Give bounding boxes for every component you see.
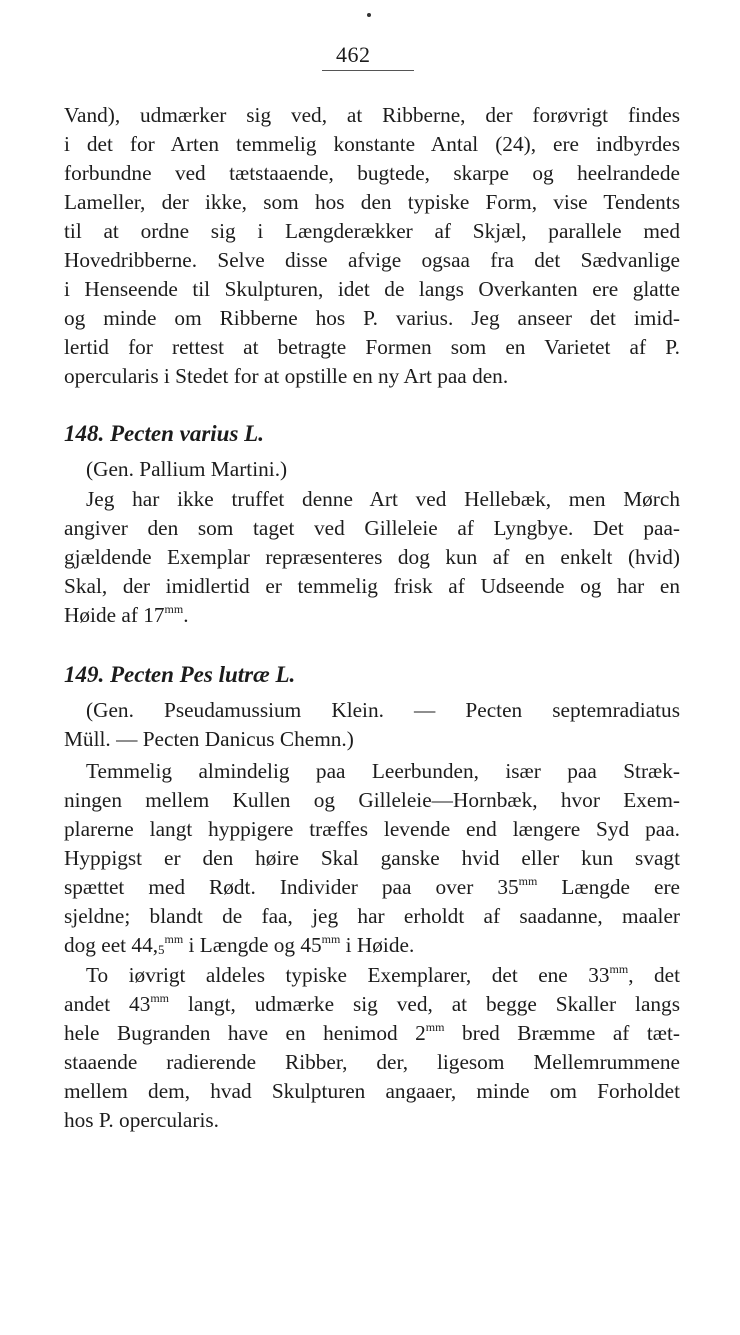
text-line: lertid for rettest at betragte Formen som en Varietet af P. [64, 335, 680, 359]
text-line: Vand), udmærker sig ved, at Ribberne, der forøvrigt findes [64, 103, 680, 127]
decimal-subscript: 5 [158, 942, 165, 957]
text-span: i Længde og 45 [188, 933, 322, 957]
print-speck [367, 13, 371, 17]
text-span: andet 43 [64, 992, 151, 1016]
text-line: gjældende Exemplar repræsenteres dog kun af en enkelt (hvid) [64, 545, 680, 569]
text-line [64, 1019, 680, 1048]
section-subheading: (Gen. Pallium Martini.) [86, 457, 288, 481]
text-line [64, 931, 680, 960]
text-line [64, 873, 680, 902]
unit-superscript: mm [150, 991, 170, 1005]
unit-superscript: mm [164, 602, 184, 616]
text-span: spættet med Rødt. Individer paa over [64, 875, 474, 899]
text-line: Hyppigst er den høire Skal ganske hvid eller kun svagt [64, 846, 680, 870]
text-line: Lameller, der ikke, som hos den typiske Form, vise Tendents [64, 190, 680, 214]
text-line: til at ordne sig i Længderækker af Skjæl, parallele med [64, 219, 680, 243]
text-line: staaende radierende Ribber, der, ligesom Mellemrummene [64, 1050, 680, 1074]
text-line: Temmelig almindelig paa Leerbunden, især paa Stræk- [86, 759, 680, 783]
text-line: sjeldne; blandt de faa, jeg har erholdt af saadanne, maaler [64, 904, 680, 928]
section-heading-149: 149. Pecten Pes lutræ L. [64, 662, 296, 687]
text-span: hele Bugranden have en henimod 2 [64, 1021, 426, 1045]
page-number-rule [322, 70, 414, 71]
text-span: , det [628, 963, 681, 987]
text-line [64, 990, 680, 1019]
text-line: plarerne langt hyppigere træffes levende end længere Syd paa. [64, 817, 680, 841]
text-line: forbundne ved tætstaaende, bugtede, skarpe og heelrandede [64, 161, 680, 185]
unit-superscript: mm [321, 932, 341, 946]
text-line [64, 601, 680, 630]
text-span: i Høide. [345, 933, 415, 957]
text-line: Skal, der imidlertid er temmelig frisk af Udseende og har en [64, 574, 680, 598]
unit-superscript: mm [164, 932, 184, 946]
text-span: To iøvrigt aldeles typiske Exemplarer, det ene 33 [86, 963, 610, 987]
text-span: Høide af 17 [64, 603, 165, 627]
text-span: Længde ere [561, 875, 681, 899]
text-line: i det for Arten temmelig konstante Antal (24), ere indbyrdes [64, 132, 680, 156]
text-span: langt, udmærke sig ved, at begge Skaller langs [187, 992, 680, 1016]
unit-superscript: mm [609, 962, 629, 976]
text-line: hos P. opercularis. [64, 1108, 219, 1132]
text-span: dog eet 44, [64, 933, 159, 957]
measurement [497, 875, 537, 899]
text-span: . [183, 603, 189, 627]
section-synonyms: (Gen. Pseudamussium Klein. — Pecten septemradiatus [86, 698, 680, 722]
section-heading-148: 148. Pecten varius L. [64, 421, 264, 446]
text-line: angiver den som taget ved Gilleleie af Lyngbye. Det paa- [64, 516, 680, 540]
text-line: Hovedribberne. Selve disse afvige ogsaa fra det Sædvanlige [64, 248, 680, 272]
measure-value: 35 [497, 875, 519, 899]
text-line: Jeg har ikke truffet denne Art ved Hellebæk, men Mørch [86, 487, 680, 511]
text-line: mellem dem, hvad Skulpturen angaaer, minde om Forholdet [64, 1079, 680, 1103]
text-line [86, 961, 680, 990]
text-line: opercularis i Stedet for at opstille en ny Art paa den. [64, 364, 509, 388]
unit-superscript: mm [425, 1020, 445, 1034]
text-span: bred Bræmme af tæt- [461, 1021, 680, 1045]
section-synonyms: Müll. — Pecten Danicus Chemn.) [64, 727, 354, 751]
text-line: og minde om Ribberne hos P. varius. Jeg anseer det imid- [64, 306, 680, 330]
text-line: i Henseende til Skulpturen, idet de langs Overkanten ere glatte [64, 277, 680, 301]
unit-superscript: mm [518, 874, 538, 888]
page-number: 462 [336, 42, 371, 67]
text-line: ningen mellem Kullen og Gilleleie—Hornbæk, hvor Exem- [64, 788, 680, 812]
